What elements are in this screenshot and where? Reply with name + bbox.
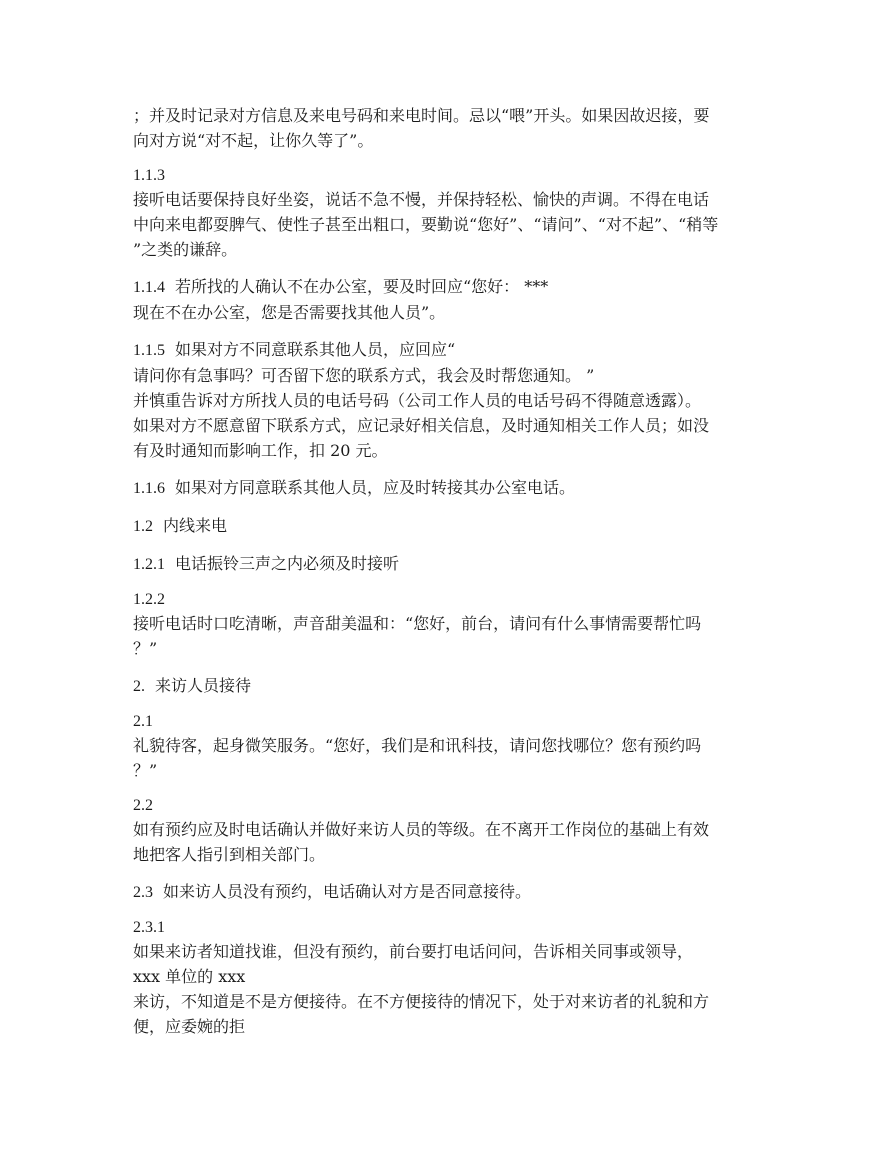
text-line: 有及时通知而影响工作，扣 20 元。 <box>133 441 388 460</box>
section-1-1-3 <box>133 165 773 262</box>
section-number: 2. <box>133 678 145 695</box>
text-line: 向对方说“对不起，让你久等了”。 <box>133 131 374 150</box>
section-number: 1.2.2 <box>133 591 165 608</box>
text-line <box>133 337 773 363</box>
section-1-1-4 <box>133 274 773 325</box>
text-line <box>133 513 773 539</box>
text-line: 便，应委婉的拒 <box>133 1017 246 1036</box>
text-line: 来访，不知道是不是方便接待。在不方便接待的情况下，处于对来访者的礼貌和方 <box>133 992 710 1011</box>
section-2 <box>133 673 773 699</box>
section-2-1 <box>133 711 773 783</box>
text-line: 中向来电都耍脾气、使性子甚至出粗口，要勤说“您好”、“请问”、“对不起”、“稍等 <box>133 215 719 234</box>
text-line: 如果对方不愿意留下联系方式，应记录好相关信息，及时通知相关工作人员；如没 <box>133 416 710 435</box>
text-line: 如果来访者知道找谁，但没有预约，前台要打电话问问，告诉相关同事或领导， <box>133 942 694 961</box>
section-text: 如来访人员没有预约，电话确认对方是否同意接待。 <box>163 882 532 901</box>
section-2-2 <box>133 795 773 867</box>
section-text: 如果对方同意联系其他人员，应及时转接其办公室电话。 <box>175 478 576 497</box>
text-line: 礼貌待客，起身微笑服务。“您好，我们是和讯科技，请问您找哪位？您有预约吗 <box>133 736 702 755</box>
section-text: 若所找的人确认不在办公室，要及时回应“您好： *** <box>175 277 549 296</box>
text-line: 接听电话要保持良好坐姿，说话不急不慢，并保持轻松、愉快的声调。不得在电话 <box>133 190 710 209</box>
text-line: 现在不在办公室，您是否需要找其他人员”。 <box>133 303 446 322</box>
section-1-1-6 <box>133 475 773 501</box>
section-1-2 <box>133 513 773 539</box>
section-1-1-5 <box>133 337 773 463</box>
section-number: 1.1.3 <box>133 167 165 184</box>
text-line <box>133 551 773 577</box>
text-line <box>133 879 773 905</box>
text-line <box>133 274 773 300</box>
text-line: 如有预约应及时电话确认并做好来访人员的等级。在不离开工作岗位的基础上有效 <box>133 820 710 839</box>
section-number: 2.2 <box>133 797 153 814</box>
text-line: 请问你有急事吗？可否留下您的联系方式，我会及时帮您通知。 ” <box>133 366 595 385</box>
text-line: xxx 单位的 xxx <box>133 967 246 986</box>
section-number: 2.1 <box>133 713 153 730</box>
section-number: 1.2.1 <box>133 556 165 573</box>
section-1-2-2 <box>133 589 773 661</box>
text-line: 接听电话时口吃清晰，声音甜美温和：“您好，前台，请问有什么事情需要帮忙吗 <box>133 614 702 633</box>
section-number: 1.2 <box>133 518 153 535</box>
text-line <box>133 673 773 699</box>
text-line: 并慎重告诉对方所找人员的电话号码（公司工作人员的电话号码不得随意透露）。 <box>133 391 702 410</box>
section-number: 2.3.1 <box>133 919 165 936</box>
section-2-3-1 <box>133 917 773 1039</box>
section-number: 1.1.6 <box>133 480 165 497</box>
section-number: 2.3 <box>133 884 153 901</box>
text-line: ？” <box>133 761 158 780</box>
text-line: ”之类的谦辞。 <box>133 240 238 259</box>
section-1-2-1 <box>133 551 773 577</box>
section-heading: 来访人员接待 <box>155 676 252 695</box>
text-line: ；并及时记录对方信息及来电号码和来电时间。忌以“喂”开头。如果因故迟接，要 <box>133 106 710 125</box>
section-2-3 <box>133 879 773 905</box>
section-number: 1.1.5 <box>133 342 165 359</box>
section-heading: 内线来电 <box>163 516 228 535</box>
text-line <box>133 475 773 501</box>
text-line: ？” <box>133 639 158 658</box>
section-text: 电话振铃三声之内必须及时接听 <box>175 554 400 573</box>
section-number: 1.1.4 <box>133 279 165 296</box>
section-text: 如果对方不同意联系其他人员，应回应“ <box>175 340 456 359</box>
document-page <box>133 103 773 1051</box>
paragraph-continuation <box>133 103 773 153</box>
text-line: 地把客人指引到相关部门。 <box>133 845 326 864</box>
